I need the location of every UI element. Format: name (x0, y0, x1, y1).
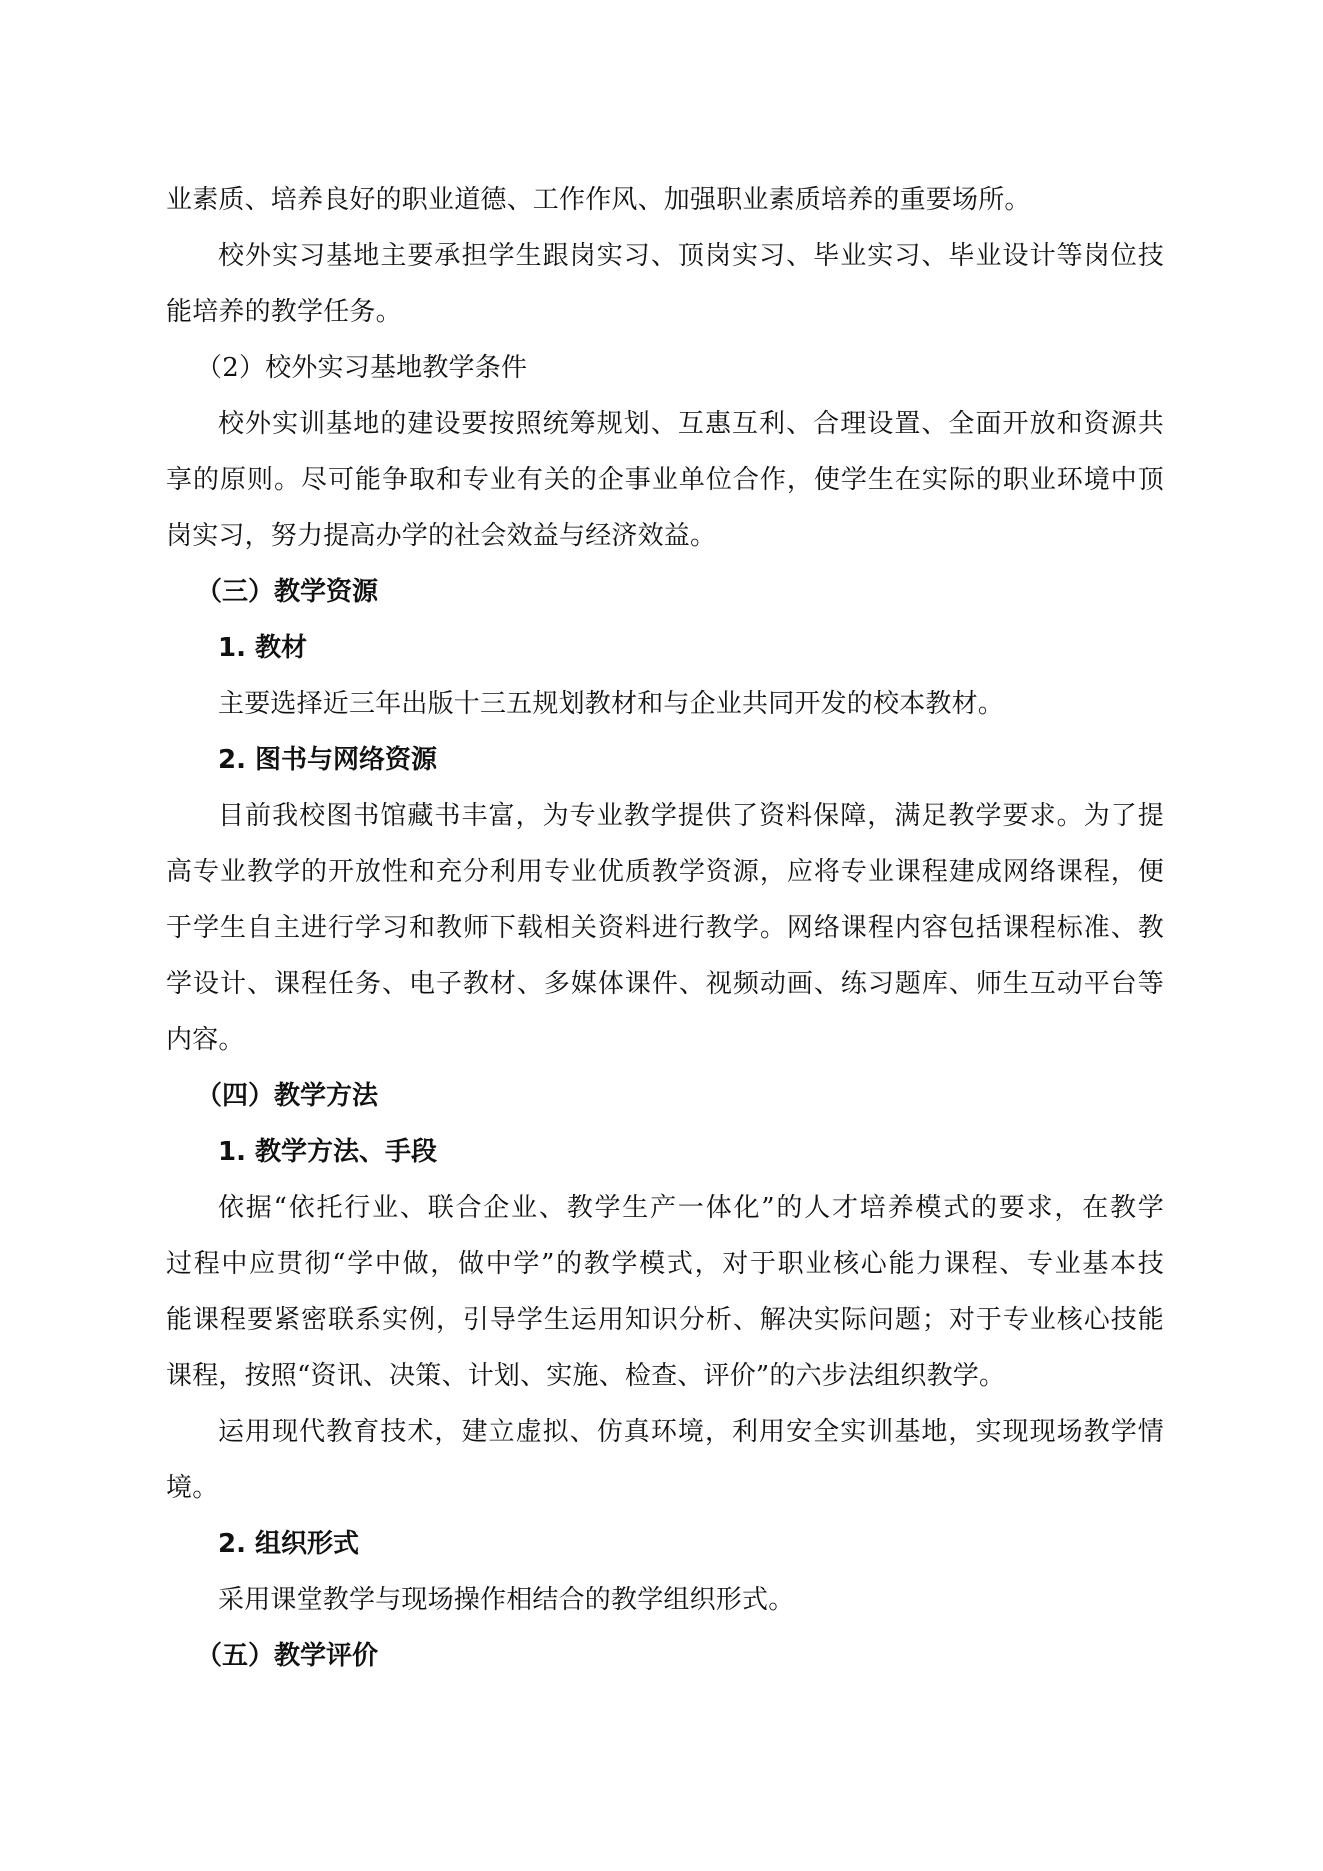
paragraph-line: 依据“依托行业、联合企业、教学生产一体化”的人才培养模式的要求，在教学 (218, 1193, 1164, 1223)
paragraph-line: 校外实习基地主要承担学生跟岗实习、顶岗实习、毕业实习、毕业设计等岗位技 (218, 241, 1164, 271)
paragraph-line: 内容。 (166, 1025, 245, 1055)
paragraph-line: 能培养的教学任务。 (166, 297, 402, 327)
subsection-heading: 1. 教材 (218, 633, 308, 663)
paragraph-line: 过程中应贯彻“学中做，做中学”的教学模式，对于职业核心能力课程、专业基本技 (166, 1249, 1164, 1279)
section-heading: （四）教学方法 (196, 1081, 379, 1111)
paragraph-line: 目前我校图书馆藏书丰富，为专业教学提供了资料保障，满足教学要求。为了提 (218, 801, 1164, 831)
paragraph-line: 业素质、培养良好的职业道德、工作作风、加强职业素质培养的重要场所。 (166, 185, 1031, 215)
paragraph-line: 于学生自主进行学习和教师下载相关资料进行教学。网络课程内容包括课程标准、教 (166, 913, 1164, 943)
paragraph-line: 能课程要紧密联系实例，引导学生运用知识分析、解决实际问题；对于专业核心技能 (166, 1305, 1164, 1335)
paragraph-line: 高专业教学的开放性和充分利用专业优质教学资源，应将专业课程建成网络课程，便 (166, 857, 1164, 887)
paragraph-line: 学设计、课程任务、电子教材、多媒体课件、视频动画、练习题库、师生互动平台等 (166, 969, 1164, 999)
subitem-heading: （2）校外实习基地教学条件 (196, 353, 528, 383)
section-heading: （五）教学评价 (196, 1641, 379, 1671)
document-body (166, 172, 1164, 1684)
paragraph-line: 主要选择近三年出版十三五规划教材和与企业共同开发的校本教材。 (218, 689, 1005, 719)
paragraph-line: 校外实训基地的建设要按照统筹规划、互惠互利、合理设置、全面开放和资源共 (218, 409, 1164, 439)
paragraph-line: 享的原则。尽可能争取和专业有关的企事业单位合作，使学生在实际的职业环境中顶 (166, 465, 1164, 495)
section-heading: （三）教学资源 (196, 577, 379, 607)
paragraph-line: 运用现代教育技术，建立虚拟、仿真环境，利用安全实训基地，实现现场教学情 (218, 1417, 1164, 1447)
paragraph-line: 课程，按照“资讯、决策、计划、实施、检查、评价”的六步法组织教学。 (166, 1361, 1006, 1391)
paragraph-line: 采用课堂教学与现场操作相结合的教学组织形式。 (218, 1585, 795, 1615)
subsection-heading: 2. 图书与网络资源 (218, 745, 438, 775)
subsection-heading: 1. 教学方法、手段 (218, 1137, 438, 1167)
paragraph-line: 境。 (166, 1473, 219, 1503)
paragraph-line: 岗实习，努力提高办学的社会效益与经济效益。 (166, 521, 717, 551)
subsection-heading: 2. 组织形式 (218, 1529, 360, 1559)
